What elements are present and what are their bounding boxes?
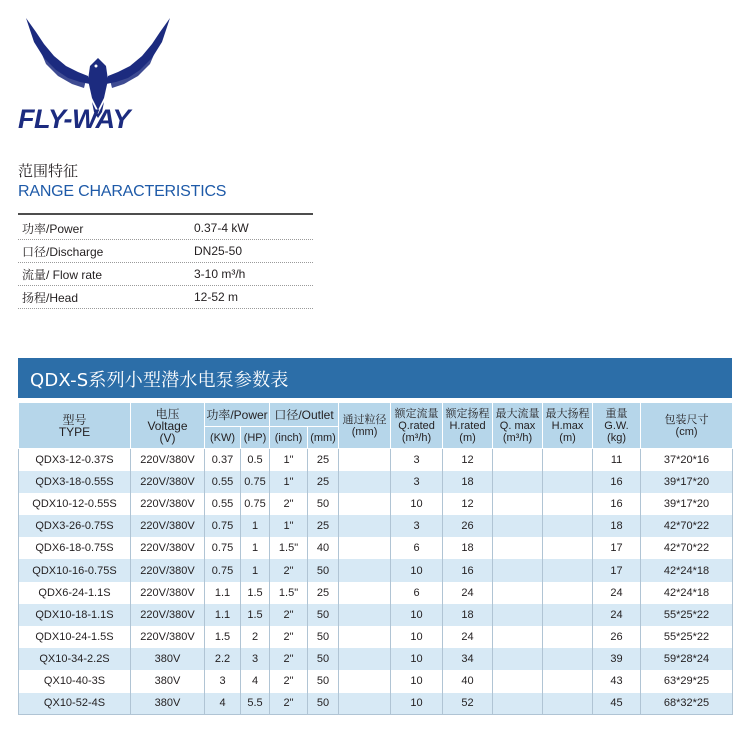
- cell-packing-size: 42*70*22: [641, 515, 733, 537]
- cell-q-rated: 3: [391, 449, 443, 471]
- cell-power-kw: 0.75: [205, 515, 241, 537]
- cell-gross-weight: 43: [593, 670, 641, 692]
- cell-voltage: 220V/380V: [131, 626, 205, 648]
- table-row: [19, 648, 733, 670]
- cell-passage: [339, 471, 391, 493]
- cell-outlet-inch: 2": [270, 693, 308, 715]
- cell-h-max: [543, 693, 593, 715]
- cell-gross-weight: 39: [593, 648, 641, 670]
- header-outlet-inch: (inch): [270, 427, 308, 449]
- header-power: 功率/Power: [205, 403, 270, 427]
- cell-outlet-mm: 40: [308, 537, 339, 559]
- table-row: [19, 515, 733, 537]
- cell-passage: [339, 693, 391, 715]
- header-q-rated: 额定流量 Q.rated (m³/h): [391, 403, 443, 449]
- cell-packing-size: 42*24*18: [641, 559, 733, 581]
- cell-outlet-mm: 25: [308, 582, 339, 604]
- cell-power-hp: 4: [241, 670, 270, 692]
- range-row-discharge: [18, 240, 313, 263]
- range-label: 扬程/Head: [22, 290, 79, 305]
- cell-power-kw: 2.2: [205, 648, 241, 670]
- cell-outlet-mm: 25: [308, 471, 339, 493]
- parameter-table-banner: [18, 358, 732, 398]
- cell-gross-weight: 17: [593, 537, 641, 559]
- cell-packing-size: 55*25*22: [641, 604, 733, 626]
- cell-q-max: [493, 670, 543, 692]
- cell-h-rated: 24: [443, 582, 493, 604]
- brand-logo-text: FLY-WAY: [18, 104, 130, 134]
- cell-packing-size: 68*32*25: [641, 693, 733, 715]
- cell-packing-size: 42*24*18: [641, 582, 733, 604]
- cell-h-rated: 18: [443, 471, 493, 493]
- cell-h-max: [543, 670, 593, 692]
- cell-outlet-mm: 50: [308, 648, 339, 670]
- cell-q-max: [493, 648, 543, 670]
- cell-gross-weight: 17: [593, 559, 641, 581]
- cell-h-max: [543, 471, 593, 493]
- cell-power-kw: 4: [205, 693, 241, 715]
- range-label: 流量/ Flow rate: [22, 267, 103, 282]
- cell-q-rated: 10: [391, 493, 443, 515]
- cell-voltage: 380V: [131, 693, 205, 715]
- cell-h-max: [543, 648, 593, 670]
- cell-power-hp: 1: [241, 559, 270, 581]
- cell-power-hp: 1.5: [241, 582, 270, 604]
- cell-h-max: [543, 626, 593, 648]
- cell-voltage: 220V/380V: [131, 493, 205, 515]
- cell-voltage: 220V/380V: [131, 604, 205, 626]
- cell-power-kw: 3: [205, 670, 241, 692]
- cell-gross-weight: 16: [593, 471, 641, 493]
- cell-power-hp: 1: [241, 515, 270, 537]
- cell-q-max: [493, 604, 543, 626]
- cell-model: QDX3-18-0.55S: [19, 471, 131, 493]
- cell-packing-size: 59*28*24: [641, 648, 733, 670]
- cell-outlet-inch: 2": [270, 493, 308, 515]
- cell-q-rated: 10: [391, 559, 443, 581]
- cell-q-max: [493, 626, 543, 648]
- cell-power-hp: 1.5: [241, 604, 270, 626]
- table-row: [19, 626, 733, 648]
- cell-power-hp: 0.75: [241, 493, 270, 515]
- header-gross-weight: 重量 G.W. (kg): [593, 403, 641, 449]
- cell-h-rated: 12: [443, 449, 493, 471]
- parameter-table-title: QDX-S系列小型潜水电泵参数表: [30, 370, 289, 391]
- cell-q-rated: 10: [391, 604, 443, 626]
- cell-outlet-inch: 2": [270, 559, 308, 581]
- cell-power-hp: 5.5: [241, 693, 270, 715]
- cell-outlet-inch: 2": [270, 604, 308, 626]
- cell-gross-weight: 11: [593, 449, 641, 471]
- cell-h-max: [543, 449, 593, 471]
- cell-gross-weight: 24: [593, 604, 641, 626]
- table-row: [19, 559, 733, 581]
- cell-h-rated: 16: [443, 559, 493, 581]
- header-outlet: 口径/Outlet: [270, 403, 339, 427]
- cell-voltage: 220V/380V: [131, 582, 205, 604]
- cell-packing-size: 63*29*25: [641, 670, 733, 692]
- cell-h-rated: 26: [443, 515, 493, 537]
- cell-power-kw: 0.55: [205, 471, 241, 493]
- cell-packing-size: 39*17*20: [641, 471, 733, 493]
- cell-packing-size: 37*20*16: [641, 449, 733, 471]
- cell-passage: [339, 449, 391, 471]
- cell-passage: [339, 537, 391, 559]
- table-row: [19, 537, 733, 559]
- cell-power-kw: 0.75: [205, 537, 241, 559]
- header-power-hp: (HP): [241, 427, 270, 449]
- cell-outlet-inch: 2": [270, 670, 308, 692]
- range-row-power: [18, 217, 313, 240]
- cell-h-max: [543, 515, 593, 537]
- cell-passage: [339, 604, 391, 626]
- cell-power-kw: 0.37: [205, 449, 241, 471]
- table-row: [19, 582, 733, 604]
- cell-outlet-inch: 1": [270, 471, 308, 493]
- cell-model: QDX6-18-0.75S: [19, 537, 131, 559]
- cell-model: QX10-40-3S: [19, 670, 131, 692]
- cell-power-hp: 0.75: [241, 471, 270, 493]
- header-q-max: 最大流量 Q. max (m³/h): [493, 403, 543, 449]
- cell-passage: [339, 626, 391, 648]
- cell-q-rated: 10: [391, 626, 443, 648]
- cell-voltage: 220V/380V: [131, 449, 205, 471]
- cell-outlet-mm: 50: [308, 670, 339, 692]
- cell-outlet-mm: 50: [308, 559, 339, 581]
- cell-outlet-inch: 2": [270, 626, 308, 648]
- cell-q-max: [493, 515, 543, 537]
- cell-outlet-inch: 2": [270, 648, 308, 670]
- cell-power-hp: 0.5: [241, 449, 270, 471]
- cell-q-max: [493, 449, 543, 471]
- range-value: 3-10 m³/h: [194, 267, 246, 281]
- table-row: [19, 670, 733, 692]
- cell-h-rated: 52: [443, 693, 493, 715]
- cell-q-rated: 10: [391, 670, 443, 692]
- cell-power-hp: 2: [241, 626, 270, 648]
- header-voltage: 电压 Voltage (V): [131, 403, 205, 449]
- header-h-rated: 额定扬程 H.rated (m): [443, 403, 493, 449]
- cell-q-max: [493, 537, 543, 559]
- cell-voltage: 220V/380V: [131, 471, 205, 493]
- cell-power-kw: 1.1: [205, 604, 241, 626]
- cell-gross-weight: 45: [593, 693, 641, 715]
- range-divider: [18, 213, 313, 215]
- cell-gross-weight: 18: [593, 515, 641, 537]
- cell-model: QDX10-16-0.75S: [19, 559, 131, 581]
- cell-power-hp: 1: [241, 537, 270, 559]
- cell-q-rated: 3: [391, 515, 443, 537]
- cell-h-max: [543, 604, 593, 626]
- cell-passage: [339, 493, 391, 515]
- cell-q-rated: 6: [391, 537, 443, 559]
- header-passage: 通过粒径 (mm): [339, 403, 391, 449]
- range-value: 12-52 m: [194, 290, 239, 304]
- cell-h-max: [543, 537, 593, 559]
- cell-h-rated: 40: [443, 670, 493, 692]
- range-label: 功率/Power: [22, 221, 84, 236]
- cell-power-kw: 1.1: [205, 582, 241, 604]
- cell-voltage: 220V/380V: [131, 515, 205, 537]
- cell-outlet-inch: 1.5": [270, 582, 308, 604]
- cell-outlet-inch: 1": [270, 515, 308, 537]
- cell-passage: [339, 515, 391, 537]
- cell-power-kw: 0.55: [205, 493, 241, 515]
- header-model: 型号 TYPE: [19, 403, 131, 449]
- range-label: 口径/Discharge: [22, 244, 104, 259]
- cell-q-rated: 6: [391, 582, 443, 604]
- cell-model: QDX10-24-1.5S: [19, 626, 131, 648]
- cell-outlet-mm: 50: [308, 493, 339, 515]
- cell-model: QX10-34-2.2S: [19, 648, 131, 670]
- cell-outlet-inch: 1": [270, 449, 308, 471]
- cell-model: QDX10-18-1.1S: [19, 604, 131, 626]
- cell-h-rated: 12: [443, 493, 493, 515]
- cell-model: QDX3-12-0.37S: [19, 449, 131, 471]
- table-row: [19, 493, 733, 515]
- cell-voltage: 380V: [131, 670, 205, 692]
- range-title-en: RANGE CHARACTERISTICS: [18, 183, 227, 200]
- cell-outlet-mm: 25: [308, 449, 339, 471]
- cell-model: QDX10-12-0.55S: [19, 493, 131, 515]
- table-row: [19, 693, 733, 715]
- cell-gross-weight: 16: [593, 493, 641, 515]
- cell-outlet-mm: 50: [308, 604, 339, 626]
- cell-power-kw: 0.75: [205, 559, 241, 581]
- cell-q-rated: 10: [391, 693, 443, 715]
- table-row: [19, 471, 733, 493]
- cell-voltage: 220V/380V: [131, 537, 205, 559]
- cell-gross-weight: 26: [593, 626, 641, 648]
- cell-h-rated: 18: [443, 537, 493, 559]
- cell-passage: [339, 559, 391, 581]
- cell-h-rated: 18: [443, 604, 493, 626]
- cell-q-max: [493, 582, 543, 604]
- cell-passage: [339, 648, 391, 670]
- cell-h-rated: 24: [443, 626, 493, 648]
- cell-outlet-mm: 25: [308, 515, 339, 537]
- header-power-kw: (KW): [205, 427, 241, 449]
- header-outlet-mm: (mm): [308, 427, 339, 449]
- range-value: DN25-50: [194, 244, 243, 258]
- cell-outlet-mm: 50: [308, 626, 339, 648]
- range-characteristics-table: [18, 217, 313, 309]
- cell-q-rated: 10: [391, 648, 443, 670]
- range-title-zh: 范围特征: [18, 162, 79, 180]
- cell-passage: [339, 670, 391, 692]
- cell-model: QX10-52-4S: [19, 693, 131, 715]
- cell-model: QDX6-24-1.1S: [19, 582, 131, 604]
- range-value: 0.37-4 kW: [194, 221, 249, 235]
- header-packing-size: 包装尺寸 (cm): [641, 403, 733, 449]
- cell-packing-size: 42*70*22: [641, 537, 733, 559]
- cell-power-hp: 3: [241, 648, 270, 670]
- table-row: [19, 604, 733, 626]
- cell-q-max: [493, 693, 543, 715]
- cell-passage: [339, 582, 391, 604]
- cell-gross-weight: 24: [593, 582, 641, 604]
- range-row-head: [18, 286, 313, 309]
- cell-power-kw: 1.5: [205, 626, 241, 648]
- cell-outlet-mm: 50: [308, 693, 339, 715]
- range-row-flow-rate: [18, 263, 313, 286]
- header-h-max: 最大扬程 H.max (m): [543, 403, 593, 449]
- cell-voltage: 380V: [131, 648, 205, 670]
- cell-q-max: [493, 559, 543, 581]
- cell-packing-size: 39*17*20: [641, 493, 733, 515]
- cell-q-max: [493, 471, 543, 493]
- cell-h-rated: 34: [443, 648, 493, 670]
- pump-parameter-table: [18, 402, 733, 715]
- cell-outlet-inch: 1.5": [270, 537, 308, 559]
- cell-h-max: [543, 582, 593, 604]
- cell-h-max: [543, 559, 593, 581]
- cell-packing-size: 55*25*22: [641, 626, 733, 648]
- table-row: [19, 449, 733, 471]
- cell-voltage: 220V/380V: [131, 559, 205, 581]
- cell-q-rated: 3: [391, 471, 443, 493]
- cell-model: QDX3-26-0.75S: [19, 515, 131, 537]
- cell-q-max: [493, 493, 543, 515]
- cell-h-max: [543, 493, 593, 515]
